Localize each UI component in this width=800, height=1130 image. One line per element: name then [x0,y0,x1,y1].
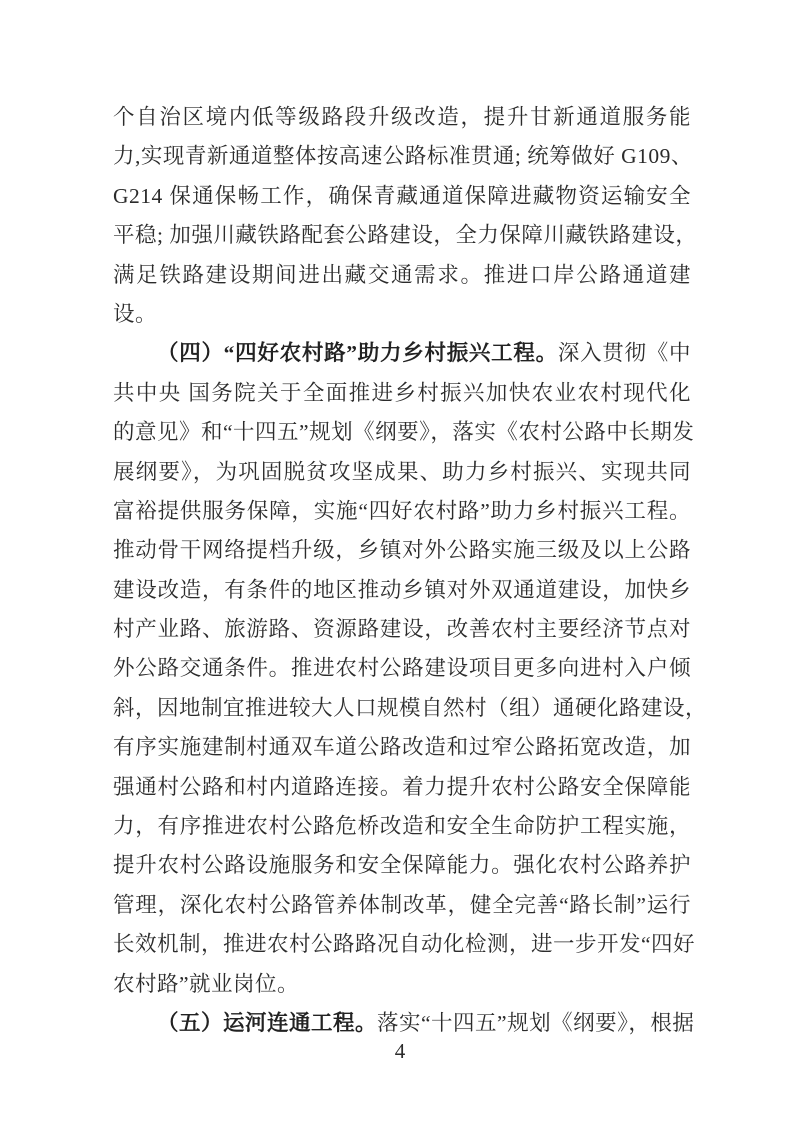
text-line [113,531,691,570]
text-line [113,807,691,846]
line-text: 长效机制，推进农村公路路况自动化检测，进一步开发“四好 [113,932,696,957]
text-line [113,965,691,1004]
text-line [113,768,691,807]
text-line [113,177,691,216]
line-text: 满足铁路建设期间进出藏交通需求。推进口岸公路通道建 [113,262,691,287]
text-line [113,256,691,295]
section-heading: （五）运河连通工程。 [157,1010,378,1035]
line-text: 平稳; 加强川藏铁路配套公路建设，全力保障川藏铁路建设， [113,223,698,248]
line-text: 斜，因地制宜推进较大人口规模自然村（组）通硬化路建设， [113,695,708,720]
line-text: 富裕提供服务保障，实施“四好农村路”助力乡村振兴工程。 [113,498,691,523]
document-text-block [113,98,708,1043]
line-text: 设。 [113,301,158,326]
text-line [113,610,691,649]
text-line [113,334,691,373]
line-text: 力,实现青新通道整体按高速公路标准贯通; 统筹做好 G109、 [113,144,693,169]
line-text: G214 保通保畅工作，确保青藏通道保障进藏物资运输安全 [113,183,691,208]
text-line [113,295,691,334]
line-text: 农村路”就业岗位。 [113,971,300,996]
line-text: 推动骨干网络提档升级，乡镇对外公路实施三级及以上公路 [113,538,691,563]
text-line [113,728,691,767]
line-text: 深入贯彻《中 [557,341,691,366]
line-text: 外公路交通条件。推进农村公路建设项目更多向进村入户倾 [113,656,691,681]
line-text: 管理，深化农村公路管养体制改革，健全完善“路长制”运行 [113,892,691,917]
text-line [113,846,691,885]
text-line [113,886,691,925]
line-text: 的意见》和“十四五”规划《纲要》，落实《农村公路中长期发 [113,420,695,445]
text-line [113,98,691,137]
section-heading: （四）“四好农村路”助力乡村振兴工程。 [157,341,558,366]
line-text: 有序实施建制村通双车道公路改造和过窄公路拓宽改造，加 [113,735,691,760]
line-text: 落实“十四五”规划《纲要》，根据 [377,1010,695,1035]
text-line [113,413,695,452]
line-text: 展纲要》，为巩固脱贫攻坚成果、助力乡村振兴、实现共同 [113,459,691,484]
text-line [113,453,691,492]
text-line [113,689,708,728]
line-text: 个自治区境内低等级路段升级改造，提升甘新通道服务能 [113,105,691,129]
line-text: 共中央 国务院关于全面推进乡村振兴加快农业农村现代化 [113,380,691,405]
line-text: 力，有序推进农村公路危桥改造和安全生命防护工程实施， [113,814,691,839]
text-line [113,216,698,255]
line-text: 建设改造，有条件的地区推动乡镇对外双通道建设，加快乡 [113,577,691,602]
line-text: 强通村公路和村内道路连接。着力提升农村公路安全保障能 [113,774,691,799]
text-line [113,571,691,610]
line-text: 村产业路、旅游路、资源路建设，改善农村主要经济节点对 [113,617,691,642]
text-line [113,649,691,688]
text-line [113,925,696,964]
text-line [113,492,691,531]
line-text: 提升农村公路设施服务和安全保障能力。强化农村公路养护 [113,853,691,878]
text-line [113,137,691,176]
text-line [113,374,691,413]
page-number: 4 [394,1039,406,1063]
